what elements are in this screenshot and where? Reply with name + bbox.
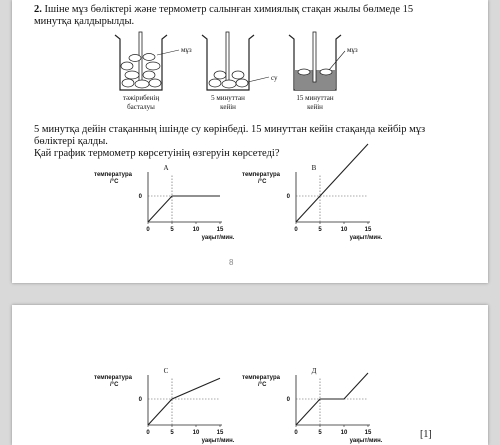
desc-line-2: бөліктері қалды. bbox=[34, 136, 108, 147]
graph-svg bbox=[240, 363, 383, 444]
caption-15min-2: кейін bbox=[307, 103, 323, 111]
caption-5min-1: 5 минуттан bbox=[211, 94, 245, 102]
x-tick-label: 0 bbox=[294, 227, 298, 233]
x-tick-label: 15 bbox=[364, 227, 372, 233]
x-tick-label: 5 bbox=[170, 430, 174, 436]
x-tick-label: 15 bbox=[364, 430, 372, 436]
x-tick-label: 0 bbox=[146, 430, 150, 436]
question-number: 2. bbox=[34, 4, 42, 15]
x-tick-label: 10 bbox=[340, 430, 348, 436]
y-axis-label: температура bbox=[242, 172, 280, 178]
x-axis-label: уақыт/мин. bbox=[349, 235, 383, 241]
beaker-start bbox=[115, 32, 179, 90]
caption-start-2: басталуы bbox=[127, 103, 155, 111]
graph-title: Д bbox=[311, 367, 317, 375]
graph-title: A bbox=[163, 164, 169, 172]
question-description bbox=[34, 124, 479, 160]
series-line bbox=[148, 378, 220, 425]
y-axis-unit: /°C bbox=[258, 382, 267, 388]
question-prompt: Қай график термометр көрсетуінің өзгеруін көрсетеді? bbox=[34, 148, 280, 159]
question-intro bbox=[34, 4, 479, 28]
x-axis-label: уақыт/мин. bbox=[201, 438, 235, 444]
y-tick-zero: 0 bbox=[286, 194, 290, 200]
caption-start-1: тәжірибенің bbox=[122, 94, 160, 102]
y-tick-zero: 0 bbox=[138, 397, 142, 403]
x-tick-label: 15 bbox=[216, 430, 224, 436]
x-tick-label: 0 bbox=[146, 227, 150, 233]
intro-line-2: минутқа қалдырылды. bbox=[34, 16, 135, 27]
graph-svg bbox=[92, 160, 235, 241]
x-axis-label: уақыт/мин. bbox=[201, 235, 235, 241]
y-axis-unit: /°C bbox=[110, 382, 119, 388]
graph-a[interactable] bbox=[92, 160, 235, 241]
thermometer-icon bbox=[226, 32, 229, 82]
x-tick-label: 10 bbox=[192, 430, 200, 436]
graph-svg bbox=[240, 160, 383, 241]
y-axis-label: температура bbox=[94, 375, 132, 381]
y-axis-label: температура bbox=[94, 172, 132, 178]
desc-line-1: 5 минутқа дейін стақанның ішінде су көрінбеді. 15 минуттан кейін стақанда кейбір мұз bbox=[34, 124, 426, 135]
graph-title: B bbox=[311, 164, 317, 172]
label-ice-2: мұз bbox=[347, 46, 358, 54]
y-axis-label: температура bbox=[242, 375, 280, 381]
graph-d[interactable] bbox=[240, 363, 383, 444]
y-axis-unit: /°C bbox=[258, 179, 267, 185]
x-tick-label: 5 bbox=[318, 227, 322, 233]
caption-15min-1: 15 минуттан bbox=[296, 94, 334, 102]
y-axis-unit: /°C bbox=[110, 179, 119, 185]
worksheet-page-1 bbox=[12, 0, 488, 283]
x-tick-label: 10 bbox=[340, 227, 348, 233]
graph-c[interactable] bbox=[92, 363, 235, 444]
x-tick-label: 15 bbox=[216, 227, 224, 233]
y-tick-zero: 0 bbox=[138, 194, 142, 200]
graph-b[interactable] bbox=[240, 160, 383, 241]
beaker-5-min bbox=[202, 32, 269, 90]
label-water: су bbox=[271, 74, 278, 82]
graph-title: C bbox=[163, 367, 169, 375]
y-tick-zero: 0 bbox=[286, 397, 290, 403]
x-tick-label: 5 bbox=[170, 227, 174, 233]
x-tick-label: 5 bbox=[318, 430, 322, 436]
beaker-15-min bbox=[289, 32, 345, 90]
x-tick-label: 10 bbox=[192, 227, 200, 233]
x-axis-label: уақыт/мин. bbox=[349, 438, 383, 444]
beakers-illustration bbox=[107, 30, 367, 114]
caption-5min-2: кейін bbox=[220, 103, 236, 111]
series-line bbox=[148, 196, 220, 222]
label-ice-1: мұз bbox=[181, 46, 192, 54]
graph-svg bbox=[92, 363, 235, 444]
x-tick-label: 0 bbox=[294, 430, 298, 436]
worksheet-page-2 bbox=[12, 305, 488, 445]
page-number: 8 bbox=[229, 258, 234, 267]
marks-label: [1] bbox=[420, 429, 432, 440]
intro-line-1: Ішіне мұз бөліктері және термометр салынған химиялық стақан жылы бөлмеде 15 bbox=[44, 4, 414, 15]
thermometer-icon bbox=[313, 32, 316, 82]
